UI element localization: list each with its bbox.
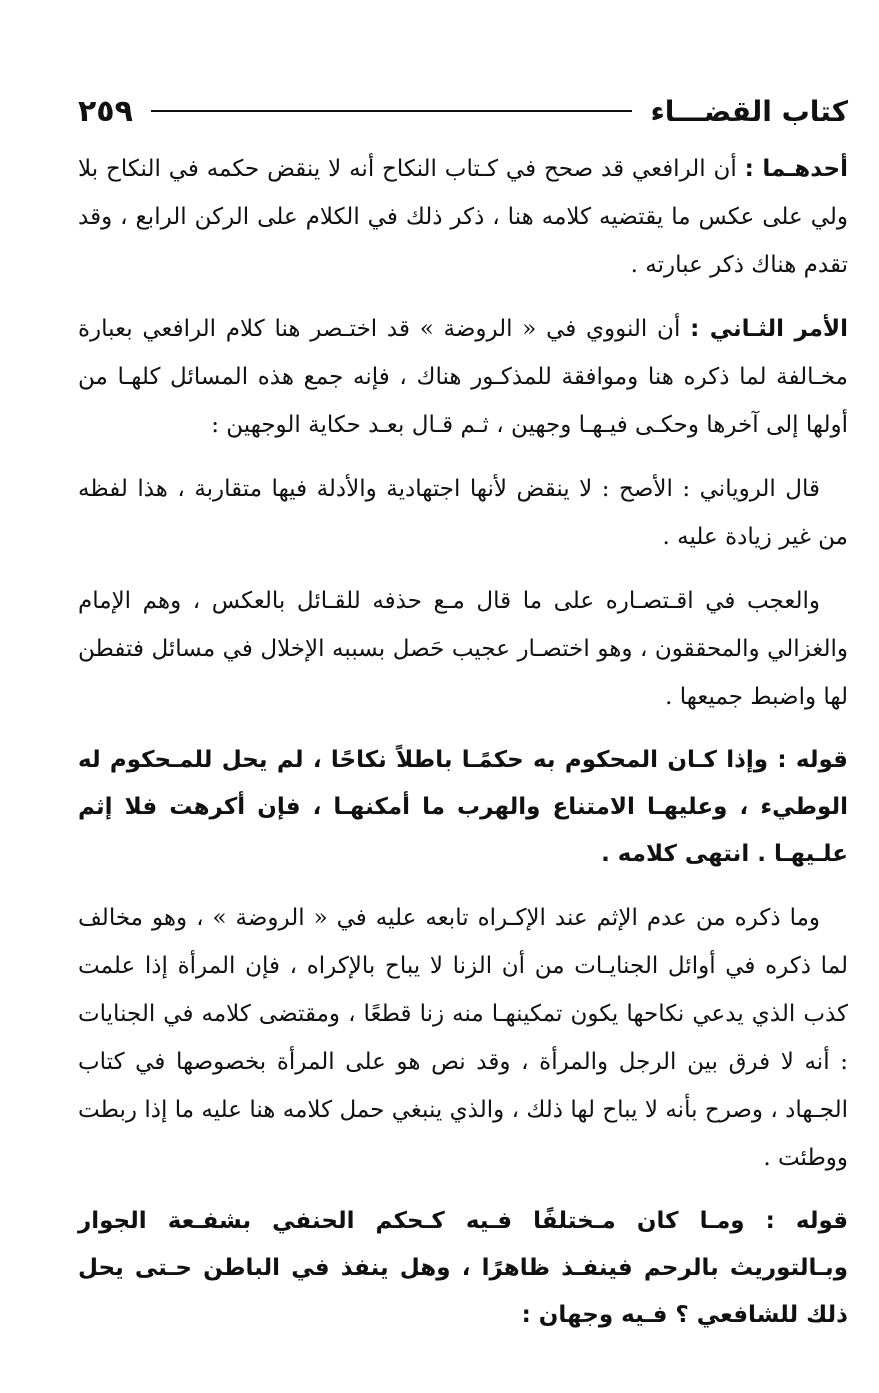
paragraph-text: أن الرافعي قد صحح في كـتاب النكاح أنه لا ينقض حكمه في النكاح بلا ولي على عكس ما يقتضيه كلامه هنا ، ذكر ذلك في الكلام على الركن الرابع ، وقد تقدم هناك ذكر عبارته . <box>78 156 848 278</box>
paragraph-text: وما ذكره من عدم الإثم عند الإكـراه تابعه عليه في « الروضة » ، وهو مخالف لما ذكره في أوائل الجنايـات من أن الزنا لا يباح بالإكراه ، فإن المرأة إذا علمت كذب الذي يدعي نكاحها يكون تمكينهـا منه زنا قطعًا ، ومقتضى كلامه في الجنايات : أنه لا فرق بين الرجل والمرأة ، وقد نص هو على المرأة بخصوصها في كتاب الجـهاد ، وصرح بأنه لا يباح لها ذلك ، والذي ينبغي حمل كلامه هنا عليه ما إذا ربطت ووطئت . <box>78 905 848 1171</box>
page-number: ٢٥٩ <box>78 93 133 129</box>
chapter-title: كتاب القضـــاء <box>650 94 848 128</box>
paragraph-first-matter <box>78 145 848 289</box>
paragraph-commentary-compulsion <box>78 894 848 1182</box>
paragraph-ruyani-quote <box>78 465 848 561</box>
header-rule <box>151 110 633 112</box>
paragraph-text: قال الروياني : الأصح : لا ينقض لأنها اجتهادية والأدلة فيها متقاربة ، هذا لفظه من غير زيادة عليه . <box>78 476 848 550</box>
paragraph-lead: أحدهـما : <box>744 156 848 182</box>
paragraph-wonder <box>78 577 848 721</box>
paragraph-text: قوله : وإذا كـان المحكوم به حكمًـا باطلاً نكاحًا ، لم يحل للمـحكوم له الوطيء ، وعليهـا الامتناع والهرب ما أمكنهـا ، فإن أكرهت فلا إثم علـيهـا . انتهى كلامه . <box>78 747 848 867</box>
paragraph-lead: الأمر الثـاني : <box>690 316 848 342</box>
paragraph-quote-disputed <box>78 1198 848 1339</box>
paragraph-second-matter <box>78 305 848 449</box>
running-header <box>78 86 848 136</box>
paragraph-text: أن النووي في « الروضة » قد اختـصر هنا كلام الرافعي بعبارة مخـالفة لما ذكره هنا وموافقة للمذكـور هناك ، فإنه جمع هذه المسائل كلهـا من أولها إلى آخرها وحكـى فيـهـا وجهين ، ثـم قـال بعـد حكاية الوجهين : <box>78 316 848 438</box>
paragraph-quote-compulsion <box>78 737 848 878</box>
body-text <box>78 145 848 1355</box>
paragraph-text: قوله : ومـا كان مـختلفًا فـيه كـحكم الحنفي بشفـعة الجوار وبـالتوريث بالرحم فينفـذ ظاهرًا ، وهل ينفذ في الباطن حـتى يحل ذلك للشافعي ؟ فـيه وجهان : <box>78 1208 848 1328</box>
paragraph-text: والعجب في اقـتصـاره على ما قال مـع حذفه للقـائل بالعكس ، وهم الإمام والغزالي والمحققون ، وهو اختصـار عجيب حَصل بسببه الإخلال في مسائل فتفطن لها واضبط جميعها . <box>78 588 848 710</box>
